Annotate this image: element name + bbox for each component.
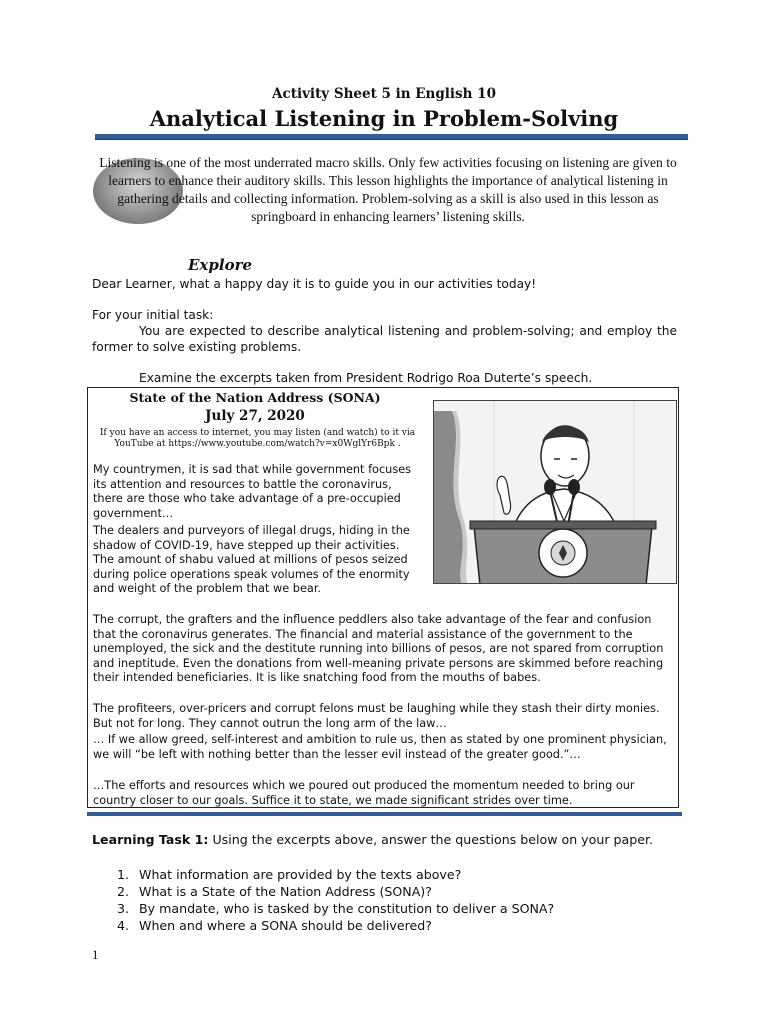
question-item: 1. What information are provided by the texts above? bbox=[117, 867, 462, 882]
youtube-note: If you have an access to internet, you may listen (and watch) to it via YouTube at https://www.youtube.com/watch?v=x0WglYr6Bpk . bbox=[99, 428, 416, 449]
podium-drawing bbox=[434, 401, 677, 584]
president-podium-illustration bbox=[433, 400, 677, 584]
initial-task-label: For your initial task: bbox=[92, 308, 214, 322]
speech-paragraph-4: The profiteers, over-pricers and corrupt felons must be laughing while they stash their dirty monies. But not for long. They cannot outrun the long arm of the law… bbox=[93, 702, 660, 730]
question-list bbox=[117, 866, 554, 934]
page-number: 1 bbox=[92, 947, 99, 962]
activity-sheet-label: Activity Sheet 5 in English 10 bbox=[272, 86, 496, 102]
examine-instruction: Examine the excerpts taken from President Rodrigo Roa Duterte’s speech. bbox=[139, 371, 593, 385]
learning-task-instruction bbox=[92, 831, 682, 848]
speech-paragraph-3: The corrupt, the grafters and the influence peddlers also take advantage of the fear and confusion that the coronavirus generates. The financial and material assistance of the government to the unemployed, the sick and the destitute running into billions of pesos, are not spared from corruption and ineptitude. Even the donations from well-meaning private persons are skimmed before reaching their intended beneficiaries. It is like snatching food from the mouths of babes. bbox=[93, 613, 664, 684]
learning-task-label: Learning Task 1: bbox=[92, 832, 209, 847]
initial-task-text: You are expected to describe analytical listening and problem-solving; and employ the former to solve existing problems. bbox=[92, 324, 677, 354]
title-divider bbox=[95, 134, 688, 140]
sona-title: State of the Nation Address (SONA) bbox=[129, 390, 381, 405]
question-item: 2. What is a State of the Nation Address (SONA)? bbox=[117, 884, 432, 899]
section-divider bbox=[87, 812, 682, 816]
question-item: 4. When and where a SONA should be delivered? bbox=[117, 918, 432, 933]
speech-paragraph-6: …The efforts and resources which we poured out produced the momentum needed to bring our country closer to our goals. Suffice it to state, we made significant strides over time. bbox=[93, 779, 635, 807]
page-title: Analytical Listening in Problem-Solving bbox=[149, 106, 619, 131]
learning-task-text: Using the excerpts above, answer the questions below on your paper. bbox=[208, 832, 653, 847]
speech-paragraph-1: My countrymen, it is sad that while government focuses its attention and resources to battle the coronavirus, there are those who take advantage of a pre-occupied government… bbox=[93, 463, 412, 520]
explore-heading: Explore bbox=[188, 256, 253, 274]
question-item: 3. By mandate, who is tasked by the constitution to deliver a SONA? bbox=[117, 901, 555, 916]
speech-paragraph-2: The dealers and purveyors of illegal drugs, hiding in the shadow of COVID-19, have stepped up their activities. The amount of shabu valued at millions of pesos seized during police operations speak volumes of the enormity and weight of the problem that we bear. bbox=[93, 524, 410, 595]
intro-paragraph: Listening is one of the most underrated macro skills. Only few activities focusing on listening are given to learners to enhance their auditory skills. This lesson highlights the importance of analytical listening in gathering details and collecting information. Problem-solving as a skill is also used in this lesson as springboard in enhancing learners’ listening skills. bbox=[99, 155, 677, 224]
sona-date: July 27, 2020 bbox=[205, 408, 305, 424]
greeting-text: Dear Learner, what a happy day it is to guide you in our activities today! bbox=[92, 277, 537, 291]
speech-paragraph-5: … If we allow greed, self-interest and ambition to rule us, then as stated by one prominent physician, we will “be left with nothing better than the lesser evil instead of the greater good.”… bbox=[93, 733, 667, 761]
